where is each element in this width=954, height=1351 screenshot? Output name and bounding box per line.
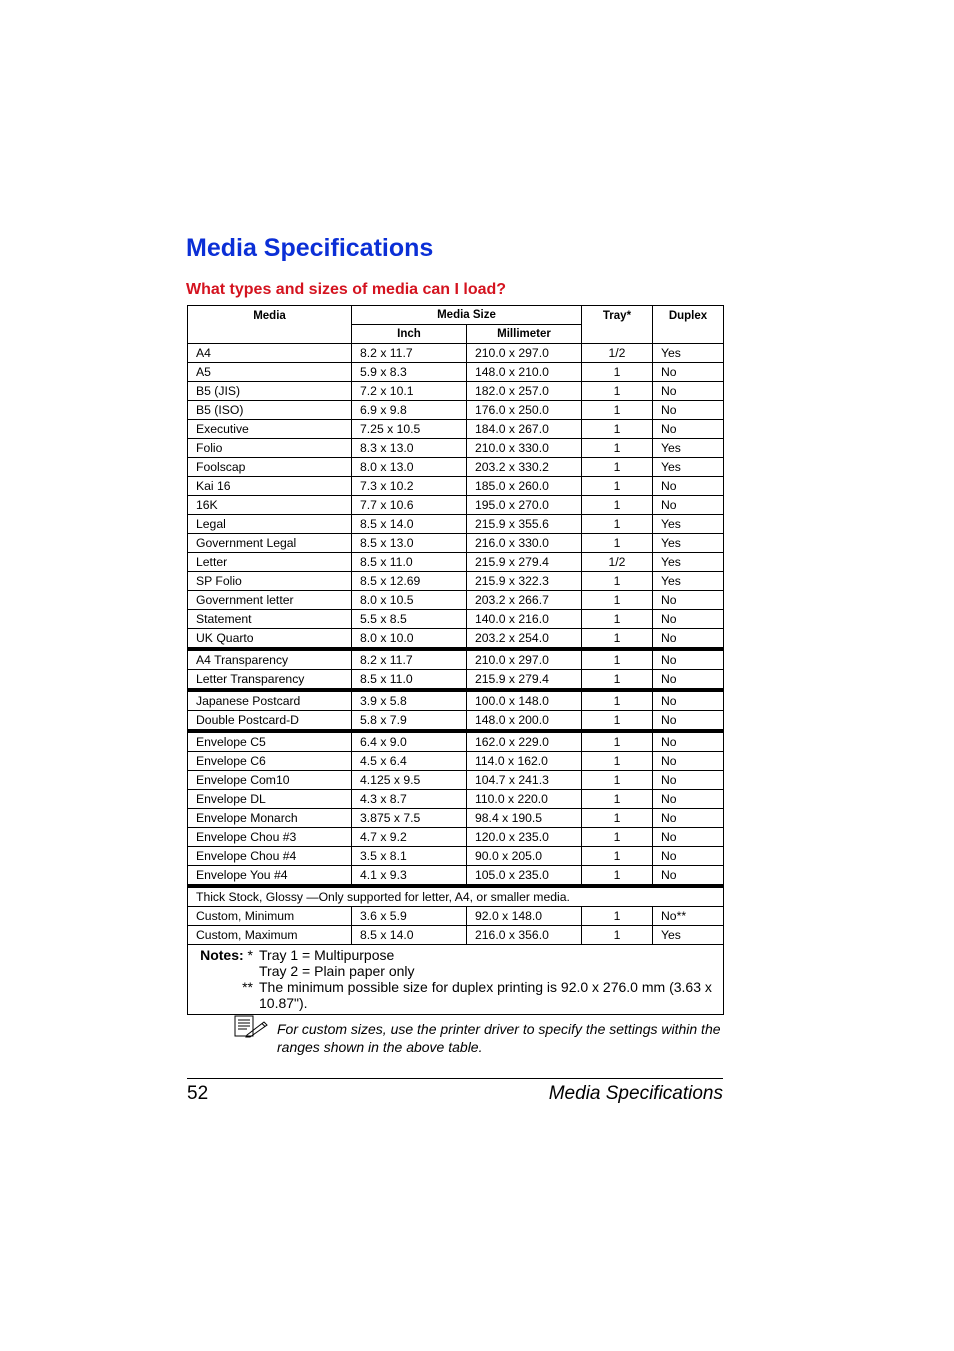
table-row xyxy=(188,926,724,945)
note-text: The minimum possible size for duplex printing is 92.0 x 276.0 mm (3.63 x 10.87"). xyxy=(259,979,712,1011)
tip-text: For custom sizes, use the printer driver to specify the settings within the ranges shown in the above table. xyxy=(277,1021,721,1055)
cell-millimeter: 185.0 x 260.0 xyxy=(467,477,582,496)
cell-duplex: No xyxy=(653,363,724,382)
footer-section-title: Media Specifications xyxy=(548,1083,723,1104)
cell-tray: 1 xyxy=(582,610,653,629)
cell-media: A4 xyxy=(188,344,352,363)
cell-duplex: No xyxy=(653,477,724,496)
table-row xyxy=(188,670,724,691)
cell-duplex: Yes xyxy=(653,344,724,363)
cell-media: UK Quarto xyxy=(188,629,352,650)
cell-inch: 8.5 x 11.0 xyxy=(352,553,467,572)
cell-millimeter: 104.7 x 241.3 xyxy=(467,771,582,790)
cell-millimeter: 182.0 x 257.0 xyxy=(467,382,582,401)
cell-duplex: Yes xyxy=(653,515,724,534)
cell-media: Japanese Postcard xyxy=(188,690,352,711)
cell-millimeter: 216.0 x 356.0 xyxy=(467,926,582,945)
table-row xyxy=(188,496,724,515)
table-row xyxy=(188,439,724,458)
cell-millimeter: 105.0 x 235.0 xyxy=(467,866,582,887)
table-row xyxy=(188,886,724,907)
cell-media: Envelope Chou #3 xyxy=(188,828,352,847)
table-row xyxy=(188,572,724,591)
cell-media: Envelope C5 xyxy=(188,731,352,752)
table-row xyxy=(188,690,724,711)
cell-millimeter: 210.0 x 297.0 xyxy=(467,649,582,670)
cell-inch: 8.3 x 13.0 xyxy=(352,439,467,458)
cell-millimeter: 176.0 x 250.0 xyxy=(467,401,582,420)
cell-tray: 1 xyxy=(582,907,653,926)
table-row xyxy=(188,649,724,670)
cell-duplex: No xyxy=(653,711,724,732)
cell-media: Envelope You #4 xyxy=(188,866,352,887)
table-row xyxy=(188,847,724,866)
cell-tray: 1 xyxy=(582,752,653,771)
table-row xyxy=(188,866,724,887)
table-row xyxy=(188,771,724,790)
table-row xyxy=(188,363,724,382)
cell-media: A5 xyxy=(188,363,352,382)
cell-tray: 1 xyxy=(582,515,653,534)
cell-inch: 4.7 x 9.2 xyxy=(352,828,467,847)
cell-tray: 1 xyxy=(582,496,653,515)
cell-tray: 1 xyxy=(582,690,653,711)
cell-media: Envelope Chou #4 xyxy=(188,847,352,866)
cell-millimeter: 210.0 x 330.0 xyxy=(467,439,582,458)
cell-tray: 1 xyxy=(582,382,653,401)
cell-millimeter: 148.0 x 200.0 xyxy=(467,711,582,732)
page-title: Media Specifications xyxy=(186,234,434,262)
cell-inch: 8.2 x 11.7 xyxy=(352,649,467,670)
cell-duplex: Yes xyxy=(653,534,724,553)
cell-duplex: No xyxy=(653,771,724,790)
col-header-tray: Tray* xyxy=(582,306,653,344)
cell-tray: 1 xyxy=(582,477,653,496)
cell-inch: 3.875 x 7.5 xyxy=(352,809,467,828)
cell-millimeter: 195.0 x 270.0 xyxy=(467,496,582,515)
cell-media: B5 (JIS) xyxy=(188,382,352,401)
table-row xyxy=(188,591,724,610)
cell-millimeter: 98.4 x 190.5 xyxy=(467,809,582,828)
cell-tray: 1 xyxy=(582,534,653,553)
cell-tray: 1 xyxy=(582,847,653,866)
table-row xyxy=(188,534,724,553)
cell-inch: 5.9 x 8.3 xyxy=(352,363,467,382)
cell-media: Folio xyxy=(188,439,352,458)
cell-millimeter: 114.0 x 162.0 xyxy=(467,752,582,771)
media-spec-table xyxy=(187,305,724,1015)
cell-millimeter: 215.9 x 279.4 xyxy=(467,670,582,691)
col-header-inch: Inch xyxy=(352,325,467,344)
cell-inch: 3.9 x 5.8 xyxy=(352,690,467,711)
cell-media: Envelope Monarch xyxy=(188,809,352,828)
cell-millimeter: 216.0 x 330.0 xyxy=(467,534,582,553)
table-row xyxy=(188,401,724,420)
table-span-note: Thick Stock, Glossy —Only supported for letter, A4, or smaller media. xyxy=(188,886,724,907)
cell-tray: 1 xyxy=(582,439,653,458)
cell-tray: 1 xyxy=(582,458,653,477)
cell-millimeter: 203.2 x 254.0 xyxy=(467,629,582,650)
cell-millimeter: 215.9 x 279.4 xyxy=(467,553,582,572)
footer-rule xyxy=(187,1078,723,1079)
cell-tray: 1 xyxy=(582,828,653,847)
cell-millimeter: 140.0 x 216.0 xyxy=(467,610,582,629)
cell-media: Government letter xyxy=(188,591,352,610)
cell-media: Government Legal xyxy=(188,534,352,553)
table-row xyxy=(188,515,724,534)
cell-media: Envelope C6 xyxy=(188,752,352,771)
cell-tray: 1 xyxy=(582,572,653,591)
cell-millimeter: 203.2 x 330.2 xyxy=(467,458,582,477)
cell-media: Legal xyxy=(188,515,352,534)
cell-duplex: No xyxy=(653,420,724,439)
cell-millimeter: 110.0 x 220.0 xyxy=(467,790,582,809)
cell-inch: 8.5 x 13.0 xyxy=(352,534,467,553)
table-row xyxy=(188,790,724,809)
table-row xyxy=(188,828,724,847)
cell-media: Executive xyxy=(188,420,352,439)
cell-media: Statement xyxy=(188,610,352,629)
cell-duplex: No xyxy=(653,828,724,847)
cell-tray: 1 xyxy=(582,649,653,670)
cell-tray: 1 xyxy=(582,629,653,650)
col-header-millimeter: Millimeter xyxy=(467,325,582,344)
col-header-media: Media xyxy=(188,306,352,344)
cell-duplex: No xyxy=(653,866,724,887)
cell-duplex: No xyxy=(653,382,724,401)
cell-duplex: Yes xyxy=(653,926,724,945)
cell-millimeter: 148.0 x 210.0 xyxy=(467,363,582,382)
cell-inch: 6.9 x 9.8 xyxy=(352,401,467,420)
cell-tray: 1 xyxy=(582,771,653,790)
cell-duplex: No xyxy=(653,670,724,691)
cell-inch: 3.6 x 5.9 xyxy=(352,907,467,926)
cell-inch: 8.5 x 14.0 xyxy=(352,515,467,534)
cell-inch: 8.0 x 10.5 xyxy=(352,591,467,610)
cell-media: Foolscap xyxy=(188,458,352,477)
cell-duplex: No xyxy=(653,690,724,711)
note-text: Tray 2 = Plain paper only xyxy=(259,963,415,979)
cell-inch: 6.4 x 9.0 xyxy=(352,731,467,752)
cell-millimeter: 210.0 x 297.0 xyxy=(467,344,582,363)
note-marker: * xyxy=(247,947,253,963)
cell-tray: 1 xyxy=(582,420,653,439)
cell-media: SP Folio xyxy=(188,572,352,591)
cell-media: Double Postcard-D xyxy=(188,711,352,732)
table-row xyxy=(188,752,724,771)
cell-inch: 4.125 x 9.5 xyxy=(352,771,467,790)
cell-media: Custom, Minimum xyxy=(188,907,352,926)
cell-tray: 1/2 xyxy=(582,344,653,363)
cell-tray: 1 xyxy=(582,670,653,691)
note-pencil-icon xyxy=(233,1014,269,1038)
section-heading: What types and sizes of media can I load? xyxy=(186,281,507,298)
cell-duplex: Yes xyxy=(653,553,724,572)
cell-tray: 1 xyxy=(582,363,653,382)
cell-duplex: No xyxy=(653,809,724,828)
cell-duplex: No xyxy=(653,496,724,515)
table-row xyxy=(188,907,724,926)
cell-millimeter: 215.9 x 322.3 xyxy=(467,572,582,591)
cell-tray: 1 xyxy=(582,401,653,420)
table-row xyxy=(188,344,724,363)
cell-duplex: No xyxy=(653,752,724,771)
cell-media: Envelope DL xyxy=(188,790,352,809)
note-marker: ** xyxy=(242,979,253,995)
cell-tray: 1 xyxy=(582,731,653,752)
cell-inch: 5.5 x 8.5 xyxy=(352,610,467,629)
table-row xyxy=(188,382,724,401)
cell-duplex: No xyxy=(653,610,724,629)
table-row xyxy=(188,477,724,496)
cell-media: A4 Transparency xyxy=(188,649,352,670)
table-row xyxy=(188,731,724,752)
cell-tray: 1 xyxy=(582,790,653,809)
table-row xyxy=(188,629,724,650)
note-text: Tray 1 = Multipurpose xyxy=(259,947,395,963)
cell-inch: 8.2 x 11.7 xyxy=(352,344,467,363)
cell-media: Letter xyxy=(188,553,352,572)
cell-duplex: Yes xyxy=(653,439,724,458)
table-row xyxy=(188,553,724,572)
cell-millimeter: 92.0 x 148.0 xyxy=(467,907,582,926)
cell-inch: 8.5 x 14.0 xyxy=(352,926,467,945)
cell-millimeter: 90.0 x 205.0 xyxy=(467,847,582,866)
cell-tray: 1 xyxy=(582,866,653,887)
cell-inch: 3.5 x 8.1 xyxy=(352,847,467,866)
cell-millimeter: 120.0 x 235.0 xyxy=(467,828,582,847)
cell-duplex: No xyxy=(653,790,724,809)
cell-tray: 1 xyxy=(582,591,653,610)
cell-media: Custom, Maximum xyxy=(188,926,352,945)
cell-media: B5 (ISO) xyxy=(188,401,352,420)
cell-tray: 1/2 xyxy=(582,553,653,572)
cell-inch: 7.3 x 10.2 xyxy=(352,477,467,496)
cell-duplex: No xyxy=(653,847,724,866)
cell-millimeter: 100.0 x 148.0 xyxy=(467,690,582,711)
table-row xyxy=(188,420,724,439)
page-number: 52 xyxy=(187,1083,209,1104)
cell-duplex: No xyxy=(653,649,724,670)
cell-tray: 1 xyxy=(582,809,653,828)
cell-inch: 8.0 x 10.0 xyxy=(352,629,467,650)
cell-duplex: No xyxy=(653,629,724,650)
notes-label: Notes: xyxy=(200,947,244,963)
cell-inch: 7.2 x 10.1 xyxy=(352,382,467,401)
cell-inch: 7.25 x 10.5 xyxy=(352,420,467,439)
cell-media: 16K xyxy=(188,496,352,515)
cell-inch: 7.7 x 10.6 xyxy=(352,496,467,515)
cell-inch: 4.5 x 6.4 xyxy=(352,752,467,771)
cell-media: Kai 16 xyxy=(188,477,352,496)
cell-media: Envelope Com10 xyxy=(188,771,352,790)
table-row xyxy=(188,458,724,477)
cell-media: Letter Transparency xyxy=(188,670,352,691)
cell-duplex: No xyxy=(653,591,724,610)
cell-tray: 1 xyxy=(582,926,653,945)
cell-millimeter: 184.0 x 267.0 xyxy=(467,420,582,439)
cell-duplex: Yes xyxy=(653,458,724,477)
col-header-media-size: Media Size xyxy=(352,306,582,325)
table-notes xyxy=(188,945,724,1015)
cell-duplex: No xyxy=(653,401,724,420)
cell-inch: 5.8 x 7.9 xyxy=(352,711,467,732)
cell-inch: 8.0 x 13.0 xyxy=(352,458,467,477)
cell-duplex: No xyxy=(653,731,724,752)
cell-duplex: No** xyxy=(653,907,724,926)
table-row xyxy=(188,610,724,629)
cell-inch: 8.5 x 12.69 xyxy=(352,572,467,591)
col-header-duplex: Duplex xyxy=(653,306,724,344)
table-row xyxy=(188,711,724,732)
cell-tray: 1 xyxy=(582,711,653,732)
table-row xyxy=(188,809,724,828)
cell-millimeter: 162.0 x 229.0 xyxy=(467,731,582,752)
cell-inch: 4.1 x 9.3 xyxy=(352,866,467,887)
cell-millimeter: 203.2 x 266.7 xyxy=(467,591,582,610)
cell-inch: 8.5 x 11.0 xyxy=(352,670,467,691)
cell-millimeter: 215.9 x 355.6 xyxy=(467,515,582,534)
cell-duplex: Yes xyxy=(653,572,724,591)
cell-inch: 4.3 x 8.7 xyxy=(352,790,467,809)
